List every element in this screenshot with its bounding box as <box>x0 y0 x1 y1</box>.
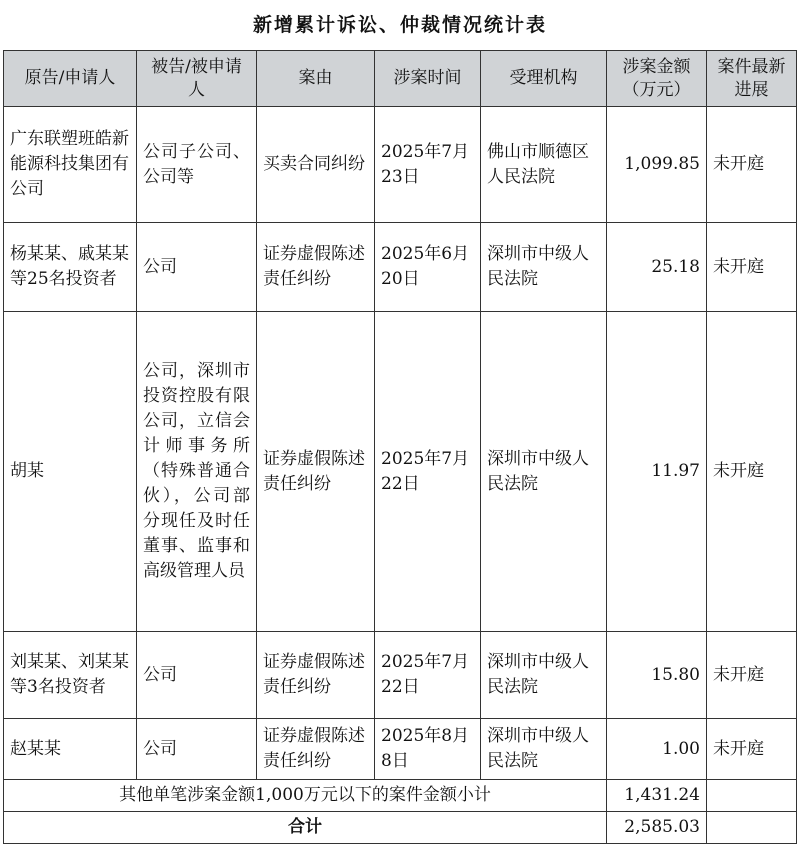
total-row <box>4 812 797 844</box>
cell-date: 2025年8月8日 <box>375 719 481 780</box>
header-court: 受理机构 <box>481 51 607 107</box>
cell-status: 未开庭 <box>707 719 797 780</box>
table-row <box>4 312 797 632</box>
header-defendant: 被告/被申请人 <box>137 51 257 107</box>
cell-status: 未开庭 <box>707 312 797 632</box>
header-row <box>4 51 797 107</box>
cell-status: 未开庭 <box>707 632 797 719</box>
cell-plaintiff: 杨某某、戚某某等25名投资者 <box>4 223 137 312</box>
header-plaintiff: 原告/申请人 <box>4 51 137 107</box>
cell-defendant: 公司 <box>137 719 257 780</box>
cell-amount: 15.80 <box>607 632 707 719</box>
header-cause: 案由 <box>257 51 375 107</box>
cell-plaintiff: 赵某某 <box>4 719 137 780</box>
cell-amount: 1,099.85 <box>607 107 707 223</box>
total-amount: 2,585.03 <box>607 812 707 844</box>
cell-amount: 11.97 <box>607 312 707 632</box>
cell-plaintiff: 刘某某、刘某某等3名投资者 <box>4 632 137 719</box>
cell-status: 未开庭 <box>707 223 797 312</box>
cell-date: 2025年7月22日 <box>375 632 481 719</box>
header-amount: 涉案金额（万元） <box>607 51 707 107</box>
litigation-table <box>3 50 797 844</box>
table-title: 新增累计诉讼、仲裁情况统计表 <box>252 14 547 36</box>
cell-date: 2025年7月22日 <box>375 312 481 632</box>
table-row <box>4 632 797 719</box>
total-label: 合计 <box>4 812 607 844</box>
cell-court: 深圳市中级人民法院 <box>481 223 607 312</box>
subtotal-status <box>707 780 797 812</box>
cell-plaintiff: 胡某 <box>4 312 137 632</box>
cell-defendant: 公司 <box>137 223 257 312</box>
cell-cause: 证券虚假陈述责任纠纷 <box>257 312 375 632</box>
cell-cause: 证券虚假陈述责任纠纷 <box>257 719 375 780</box>
subtotal-label: 其他单笔涉案金额1,000万元以下的案件金额小计 <box>4 780 607 812</box>
table-row <box>4 223 797 312</box>
cell-court: 深圳市中级人民法院 <box>481 632 607 719</box>
table-row <box>4 719 797 780</box>
total-status <box>707 812 797 844</box>
cell-date: 2025年7月23日 <box>375 107 481 223</box>
header-status: 案件最新进展 <box>707 51 797 107</box>
cell-court: 深圳市中级人民法院 <box>481 719 607 780</box>
cell-court: 佛山市顺德区人民法院 <box>481 107 607 223</box>
cell-cause: 买卖合同纠纷 <box>257 107 375 223</box>
subtotal-amount: 1,431.24 <box>607 780 707 812</box>
cell-defendant: 公司，深圳市投资控股有限公司，立信会计师事务所（特殊普通合伙），公司部分现任及时任董事、监事和高级管理人员 <box>137 312 257 632</box>
cell-defendant: 公司 <box>137 632 257 719</box>
table-row <box>4 107 797 223</box>
cell-amount: 25.18 <box>607 223 707 312</box>
cell-date: 2025年6月20日 <box>375 223 481 312</box>
cell-status: 未开庭 <box>707 107 797 223</box>
cell-amount: 1.00 <box>607 719 707 780</box>
cell-plaintiff: 广东联塑班皓新能源科技集团有公司 <box>4 107 137 223</box>
cell-court: 深圳市中级人民法院 <box>481 312 607 632</box>
cell-cause: 证券虚假陈述责任纠纷 <box>257 632 375 719</box>
cell-cause: 证券虚假陈述责任纠纷 <box>257 223 375 312</box>
subtotal-row <box>4 780 797 812</box>
header-date: 涉案时间 <box>375 51 481 107</box>
cell-defendant: 公司子公司、公司等 <box>137 107 257 223</box>
